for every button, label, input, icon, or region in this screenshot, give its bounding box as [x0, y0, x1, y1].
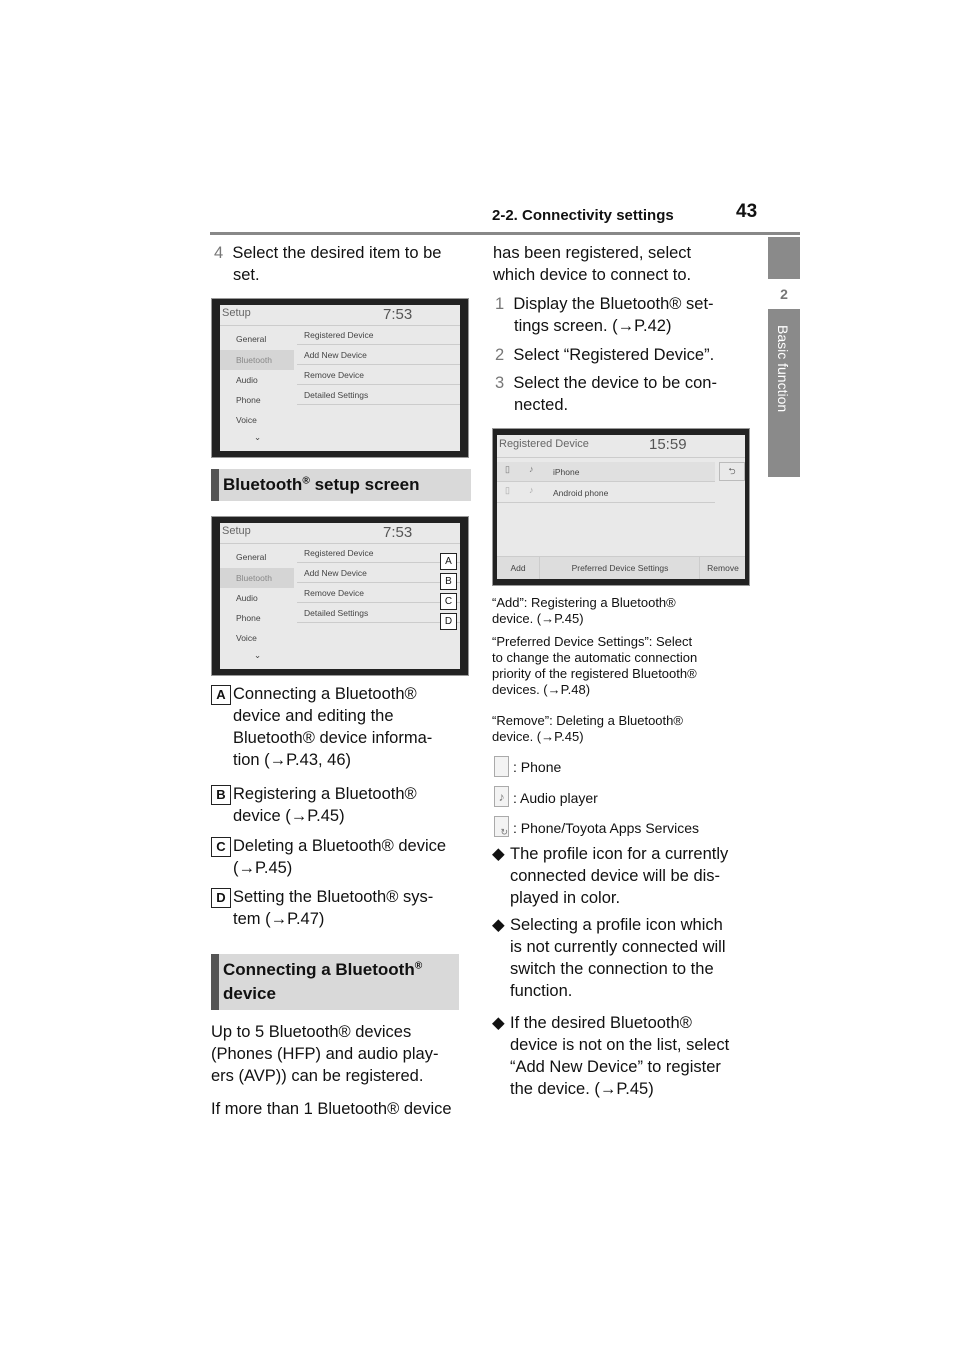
step-number: 2 — [495, 346, 505, 364]
step-4 — [214, 242, 474, 286]
step-text: Select “Registered Device”. — [513, 346, 715, 364]
bullet-line: If the desired Bluetooth® — [510, 1014, 692, 1032]
label-box-d: D — [211, 888, 231, 908]
item-line: Registering a Bluetooth® — [233, 785, 417, 803]
note-remove — [492, 713, 752, 745]
step-number: 4 — [214, 244, 224, 262]
header-rule — [210, 232, 800, 235]
device-row — [497, 462, 715, 482]
item-detailed-settings: Detailed Settings — [297, 603, 460, 623]
heading-bluetooth-setup-screen — [211, 469, 471, 501]
step-2 — [495, 344, 765, 366]
add-button: Add — [497, 557, 540, 579]
diamond-bullet-icon: ◆ — [492, 1014, 505, 1032]
item-line: device (→P.45) — [233, 807, 345, 825]
callout-a: A — [440, 553, 457, 570]
bullet-add-new-device — [492, 1012, 762, 1100]
screen-title: Setup — [222, 525, 251, 537]
menu-general: General — [236, 334, 267, 344]
apps-services-profile-icon: ↻ — [494, 816, 509, 837]
paragraph-multiple-devices: If more than 1 Bluetooth® device — [211, 1100, 452, 1118]
step-text-2: tings screen. (→P.42) — [514, 317, 672, 335]
registered-mark: ® — [414, 960, 423, 972]
bullet-profile-color — [492, 843, 762, 909]
bullet-line: connected device will be dis- — [510, 867, 721, 885]
bullet-line: “Add New Device” to register — [510, 1058, 721, 1076]
para-line: has been registered, select — [493, 244, 692, 262]
note-line: priority of the registered Bluetooth® — [492, 666, 697, 681]
label-box-c: C — [211, 837, 231, 857]
item-registered-device: Registered Device — [297, 543, 460, 563]
para-line: (Phones (HFP) and audio play- — [211, 1045, 439, 1063]
chapter-tab — [768, 237, 800, 477]
registered-mark: ® — [302, 475, 310, 487]
paragraph-continued — [493, 242, 763, 286]
device-row — [497, 483, 715, 503]
item-d — [211, 886, 471, 930]
section-title: 2-2. Connectivity settings — [492, 207, 674, 224]
menu-audio: Audio — [236, 375, 258, 385]
heading-text: Connecting a Bluetooth — [223, 960, 415, 979]
phone-profile-icon — [494, 756, 509, 777]
item-line: Connecting a Bluetooth® — [233, 685, 417, 703]
bullet-line: device is not on the list, select — [510, 1036, 730, 1054]
screen-time: 15:59 — [649, 436, 687, 453]
item-registered-device: Registered Device — [297, 325, 460, 345]
music-icon: ♪ — [529, 464, 534, 474]
menu-voice: Voice — [236, 415, 257, 425]
back-icon: ⮌ — [719, 462, 745, 481]
page-number: 43 — [736, 201, 758, 222]
item-c — [211, 835, 471, 879]
chevron-down-icon: ⌄ — [254, 650, 262, 660]
screen-content — [497, 435, 745, 579]
preferred-device-settings-button: Preferred Device Settings — [541, 557, 700, 579]
step-number: 3 — [495, 374, 505, 392]
bullet-line: The profile icon for a currently — [510, 845, 729, 863]
item-remove-device: Remove Device — [297, 365, 460, 385]
step-text: Select the desired item to be — [232, 244, 442, 262]
menu-phone: Phone — [236, 395, 261, 405]
step-number: 1 — [495, 295, 505, 313]
screen-content — [220, 305, 460, 451]
chapter-number-box — [768, 279, 800, 309]
bullet-line: played in color. — [510, 889, 621, 907]
callout-c: C — [440, 593, 457, 610]
note-line: “Add”: Registering a Bluetooth® — [492, 595, 676, 610]
icon-label-apps: : Phone/Toyota Apps Services — [513, 820, 699, 836]
note-add — [492, 595, 752, 627]
bottom-bar — [497, 556, 745, 579]
item-line: Bluetooth® device informa- — [233, 729, 433, 747]
item-detailed-settings: Detailed Settings — [297, 385, 460, 405]
heading-text: Bluetooth — [223, 475, 303, 494]
audio-player-profile-icon: ♪ — [494, 786, 509, 807]
para-line: ers (AVP)) can be registered. — [211, 1067, 424, 1085]
item-a — [211, 683, 471, 771]
heading-text-2: device — [223, 984, 276, 1003]
label-box-a: A — [211, 685, 231, 705]
phone-icon: ▯ — [505, 464, 510, 474]
heading-connecting-bluetooth-device — [211, 954, 459, 1010]
note-line: device. (→P.45) — [492, 611, 584, 626]
step-text-2: set. — [233, 266, 260, 284]
icon-label-phone: : Phone — [513, 759, 562, 775]
music-icon: ♪ — [529, 485, 534, 495]
step-text-2: nected. — [514, 396, 569, 414]
menu-phone: Phone — [236, 613, 261, 623]
item-line: (→P.45) — [233, 859, 293, 877]
chapter-number: 2 — [780, 286, 788, 302]
item-line: Setting the Bluetooth® sys- — [233, 888, 434, 906]
callout-d: D — [440, 613, 457, 630]
item-line: tion (→P.43, 46) — [233, 751, 352, 769]
note-line: “Preferred Device Settings”: Select — [492, 634, 693, 649]
screen-title: Setup — [222, 307, 251, 319]
step-1 — [495, 293, 765, 337]
bullet-line: switch the connection to the — [510, 960, 714, 978]
bullet-switch-connection — [492, 914, 762, 1002]
note-line: devices. (→P.48) — [492, 682, 591, 697]
phone-icon: ▯ — [505, 485, 510, 495]
item-line: Deleting a Bluetooth® device — [233, 837, 447, 855]
step-text: Select the device to be con- — [513, 374, 717, 392]
menu-voice: Voice — [236, 633, 257, 643]
bullet-line: is not currently connected will — [510, 938, 726, 956]
setup-screen-annotated-image — [211, 516, 469, 676]
screen-content — [220, 523, 460, 669]
para-line: which device to connect to. — [493, 266, 692, 284]
remove-button: Remove — [707, 563, 739, 573]
item-line: tem (→P.47) — [233, 910, 325, 928]
setup-screen-image — [211, 298, 469, 458]
registered-device-screen-image — [492, 428, 750, 586]
heading-text-2: setup screen — [309, 475, 420, 494]
item-line: device and editing the — [233, 707, 394, 725]
para-line: Up to 5 Bluetooth® devices — [211, 1023, 412, 1041]
note-line: device. (→P.45) — [492, 729, 584, 744]
callout-b: B — [440, 573, 457, 590]
bullet-line: Selecting a profile icon which — [510, 916, 723, 934]
item-b — [211, 783, 471, 827]
paragraph-device-limit — [211, 1021, 481, 1087]
chevron-down-icon: ⌄ — [254, 432, 262, 442]
menu-bluetooth: Bluetooth — [236, 573, 272, 583]
screen-time: 7:53 — [383, 306, 413, 323]
step-text: Display the Bluetooth® set- — [513, 295, 714, 313]
note-preferred — [492, 634, 752, 698]
diamond-bullet-icon: ◆ — [492, 845, 505, 863]
bullet-line: the device. (→P.45) — [510, 1080, 654, 1098]
device-iphone: iPhone — [553, 467, 580, 477]
note-line: “Remove”: Deleting a Bluetooth® — [492, 713, 683, 728]
note-line: to change the automatic connection — [492, 650, 698, 665]
menu-general: General — [236, 552, 267, 562]
screen-title: Registered Device — [499, 438, 589, 450]
screen-divider — [497, 457, 745, 458]
bullet-line: function. — [510, 982, 573, 1000]
step-3 — [495, 372, 765, 416]
device-android: Android phone — [553, 488, 609, 498]
diamond-bullet-icon: ◆ — [492, 916, 505, 934]
screen-time: 7:53 — [383, 524, 413, 541]
item-add-new-device: Add New Device — [297, 563, 460, 583]
menu-audio: Audio — [236, 593, 258, 603]
item-remove-device: Remove Device — [297, 583, 460, 603]
item-add-new-device: Add New Device — [297, 345, 460, 365]
menu-bluetooth: Bluetooth — [236, 355, 272, 365]
chapter-label: Basic function — [775, 325, 791, 413]
label-box-b: B — [211, 785, 231, 805]
icon-label-audio: : Audio player — [513, 790, 598, 806]
